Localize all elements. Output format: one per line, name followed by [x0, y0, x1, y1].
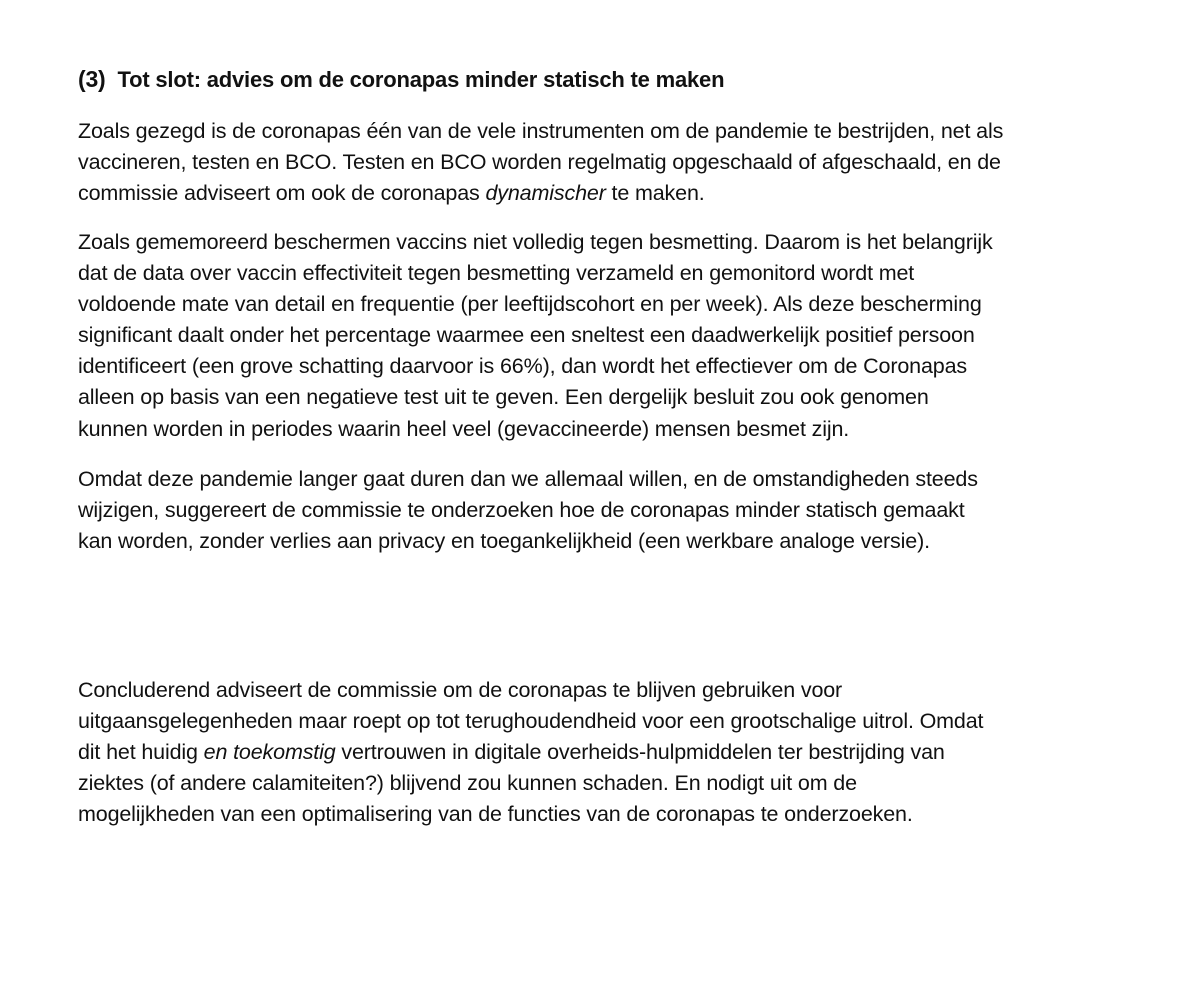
text-line: Concluderend adviseert de commissie om de coronapas te blijven gebruiken voor — [78, 678, 843, 702]
text-line: Omdat deze pandemie langer gaat duren dan we allemaal willen, en de omstandigheden steeds — [78, 467, 978, 491]
text-line: wijzigen, suggereert de commissie te onderzoeken hoe de coronapas minder statisch gemaakt — [78, 498, 965, 523]
text-line — [78, 737, 983, 768]
section-title: Tot slot: advies om de coronapas minder statisch te maken — [117, 67, 725, 92]
emphasis-text: dynamischer — [485, 181, 606, 206]
paragraph-conclusion — [78, 675, 983, 830]
section-number: (3) — [78, 66, 106, 92]
text-line: identificeert (een grove schatting daarvoor is 66%), dan wordt het effectiever om de Coronapas — [78, 354, 968, 379]
text-line: uitgaansgelegenheden maar roept op tot terughoudendheid voor een grootschalige uitrol. Omdat — [78, 709, 984, 734]
text-line: dat de data over vaccin effectiviteit tegen besmetting verzameld en gemonitord wordt met — [78, 261, 915, 286]
text-line: alleen op basis van een negatieve test uit te geven. Een dergelijk besluit zou ook genomen — [78, 385, 929, 410]
text-line: vaccineren, testen en BCO. Testen en BCO worden regelmatig opgeschaald of afgeschaald, en de — [78, 150, 1001, 175]
text-line: Zoals gememoreerd beschermen vaccins niet volledig tegen besmetting. Daarom is het belangrijk — [78, 230, 993, 254]
text-line: ziektes (of andere calamiteiten?) blijvend zou kunnen schaden. En nodigt uit om de — [78, 771, 857, 796]
paragraph-dynamic-coronapas — [78, 116, 1003, 209]
text-line: kunnen worden in periodes waarin heel veel (gevaccineerde) mensen besmet zijn. — [78, 416, 850, 441]
text-line: significant daalt onder het percentage waarmee een sneltest een daadwerkelijk positief persoon — [78, 323, 975, 348]
text-run: te maken. — [605, 181, 705, 206]
text-run: commissie adviseert om ook de coronapas — [78, 181, 486, 206]
text-line: Zoals gezegd is de coronapas één van de vele instrumenten om de pandemie te bestrijden, net als — [78, 119, 1004, 143]
text-line: kan worden, zonder verlies aan privacy en toegankelijkheid (een werkbare analoge versie). — [78, 529, 930, 554]
text-run: dit het huidig — [78, 740, 204, 765]
text-line: voldoende mate van detail en frequentie (per leeftijdscohort en per week). Als deze bescherming — [78, 292, 982, 317]
section-heading — [78, 66, 724, 93]
paragraph-less-static — [78, 464, 978, 557]
paragraph-vaccine-effectiveness — [78, 227, 993, 445]
emphasis-text: en toekomstig — [203, 740, 336, 765]
text-run: vertrouwen in digitale overheids-hulpmiddelen ter bestrijding van — [335, 740, 945, 765]
text-line — [78, 178, 1003, 209]
text-line: mogelijkheden van een optimalisering van de functies van de coronapas te onderzoeken. — [78, 802, 913, 827]
